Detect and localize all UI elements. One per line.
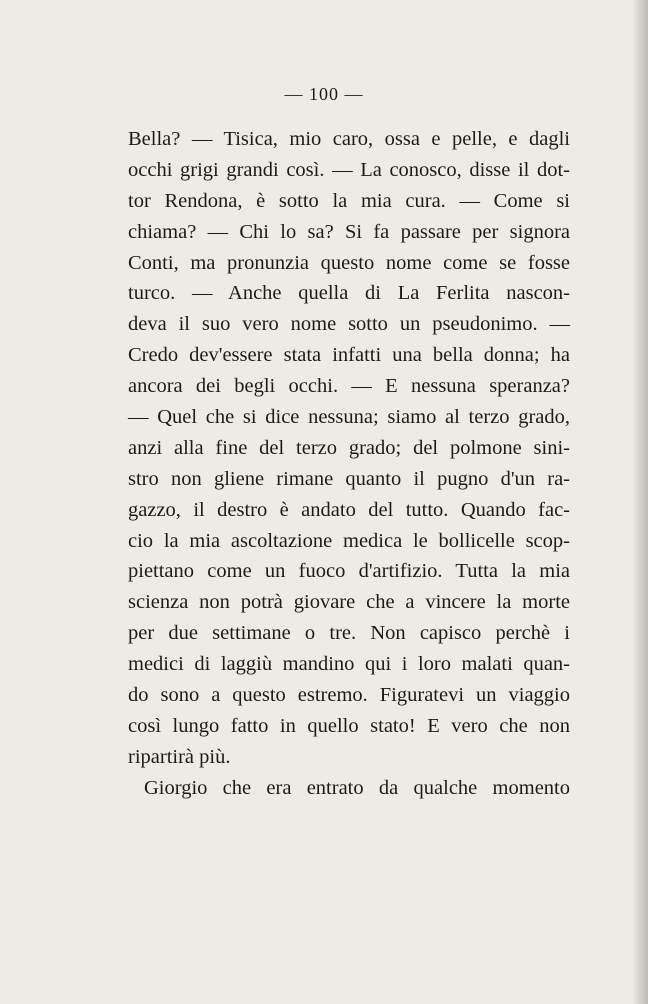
text-line: deva il suo vero nome sotto un pseudonimo. —	[128, 313, 570, 336]
page-edge-shadow	[634, 0, 648, 1004]
text-line: piettano come un fuoco d'artifizio. Tutta la mia	[128, 560, 570, 583]
text-line: così lungo fatto in quello stato! E vero che non	[128, 714, 570, 737]
text-line: chiama? — Chi lo sa? Si fa passare per signora	[128, 220, 570, 243]
text-line: turco. — Anche quella di La Ferlita nascon-	[128, 282, 570, 305]
text-line: occhi grigi grandi così. — La conosco, disse il dot-	[128, 158, 570, 181]
text-line: Conti, ma pronunzia questo nome come se fosse	[128, 251, 570, 274]
text-line: per due settimane o tre. Non capisco perchè i	[128, 622, 570, 645]
text-line: ancora dei begli occhi. — E nessuna speranza?	[128, 375, 570, 398]
text-line: stro non gliene rimane quanto il pugno d'un ra-	[128, 467, 570, 490]
text-line: Bella? — Tisica, mio caro, ossa e pelle, e dagli	[128, 128, 570, 150]
body-text	[128, 124, 570, 804]
text-line: Credo dev'essere stata infatti una bella donna; ha	[128, 344, 570, 367]
text-line: medici di laggiù mandino qui i loro malati quan-	[128, 653, 570, 676]
text-line: cio la mia ascoltazione medica le bollicelle scop-	[128, 529, 570, 552]
page-number: — 100 —	[284, 84, 364, 104]
text-line: ripartirà più.	[128, 745, 231, 768]
text-line: — Quel che si dice nessuna; siamo al terzo grado,	[128, 406, 570, 429]
text-line: scienza non potrà giovare che a vincere la morte	[128, 591, 570, 614]
text-line-paragraph-start: Giorgio che era entrato da qualche momento	[144, 776, 570, 799]
text-line: do sono a questo estremo. Figuratevi un viaggio	[128, 684, 570, 707]
text-line: tor Rendona, è sotto la mia cura. — Come si	[128, 189, 570, 212]
text-line: gazzo, il destro è andato del tutto. Quando fac-	[128, 498, 570, 521]
text-line: anzi alla fine del terzo grado; del polmone sini-	[128, 436, 570, 459]
